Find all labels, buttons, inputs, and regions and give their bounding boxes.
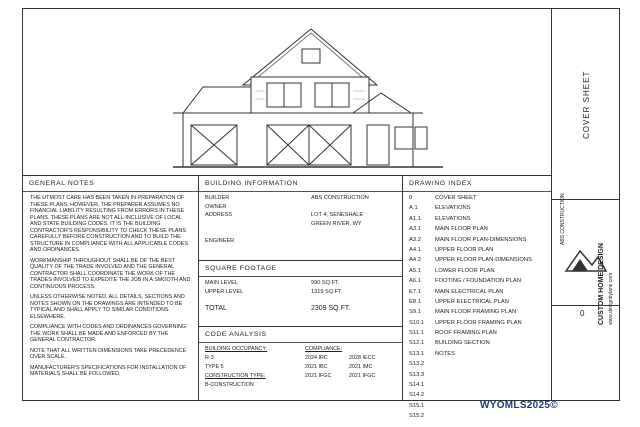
sheet-title: ELEVATIONS — [435, 205, 471, 212]
building-info-panel — [199, 175, 403, 400]
sheet-number: S14.1 — [409, 382, 425, 389]
sheet-number: A1.1 — [409, 215, 421, 222]
sheet-title: MAIN FLOOR PLAN — [435, 226, 488, 233]
cover-sheet-label-area — [552, 9, 620, 200]
sheet-number: S13.2 — [409, 361, 425, 368]
sheet-title: BUILDING SECTION — [435, 340, 490, 347]
sqft-row: UPPER LEVEL 1319 SQ.FT. — [205, 288, 343, 295]
index-row — [407, 361, 547, 371]
sheet-number: E8.1 — [409, 298, 421, 305]
sheet-number: 0 — [580, 309, 585, 318]
sheet-title: UPPER FLOOR FRAMING PLAN — [435, 319, 522, 326]
occupancy-label: BUILDING OCCUPANCY: — [205, 346, 268, 352]
info-row: ADDRESS LOT 4, SENESHALE — [205, 212, 364, 218]
sheet-number: A.1 — [409, 205, 418, 212]
note-paragraph: THE UTMOST CARE HAS BEEN TAKEN IN PREPARATION OF THESE PLANS, HOWEVER, THE PREPARER ASSUMES NO FINANCIAL LIABILITY RESULTING FROM ERRORS IN THESE PLANS. THESE PLANS ARE NOT ALL-INCLUSIVE OF LOCAL AND STATE BUILDING CODES. IT IS THE BUILDING CONTRACTOR'S RESPONSIBILITY TO CHECK THESE PLANS CAREFULLY BEFORE CONSTRUCTION AND TO BUILD THE STRUCTURE IN COMPLIANCE WITH ALL APPLICABLE CODES AND ORDINANCES. — [30, 195, 188, 253]
sqft-total-row: TOTAL 2309 SQ.FT. — [205, 305, 351, 312]
sheet-number: S9.1 — [409, 309, 421, 316]
info-row: ENGINEER — [205, 237, 235, 244]
sheet-title: MAIN FLOOR FRAMING PLAN — [435, 309, 517, 316]
sqft-row: MAIN LEVEL 990 SQ.FT. — [205, 280, 340, 286]
sheet-title: FOOTING / FOUNDATION PLAN — [435, 278, 521, 285]
front-elevation-drawing — [23, 9, 551, 175]
info-row: GREEN RIVER, WY — [311, 220, 362, 227]
index-row — [407, 278, 547, 288]
index-row — [407, 268, 547, 278]
note-paragraph: COMPLIANCE WITH CODES AND ORDINANCES GOVERNING THE WORK SHALL BE MADE AND ENFORCED BY THE GENERAL CONTRACTOR. — [30, 324, 187, 343]
info-row: OWNER — [205, 203, 227, 210]
title-block — [551, 9, 620, 400]
code-analysis-header: CODE ANALYSIS — [199, 327, 403, 343]
sheet-number: S13.3 — [409, 371, 425, 378]
code-row-left: B-CONSTRUCTION — [205, 382, 254, 388]
index-row — [407, 257, 547, 267]
note-paragraph: WORKMANSHIP THROUGHOUT SHALL BE OF THE BEST QUALITY OF THE TRADE INVOLVED AND THE GENERAL CONTRACTOR SHALL COORDINATE THE WORK OF THE TRADES INVOLVED TO EXPEDITE THE JOB IN A SMOOTH AND CONTINUOUS PROCESS. — [30, 257, 191, 290]
index-row — [407, 330, 547, 340]
sheet-title: ELEVATIONS — [435, 215, 471, 222]
code-analysis-section — [199, 326, 403, 407]
sheet-number: S10.1 — [409, 319, 425, 326]
code-row-mid: 2021 IFGC — [305, 373, 332, 379]
index-row — [407, 195, 547, 205]
info-row — [205, 229, 396, 238]
cover-sheet-title: COVER SHEET — [582, 70, 591, 139]
sheet-number: S14.2 — [409, 392, 425, 399]
code-row-left: CONSTRUCTION TYPE: — [205, 373, 266, 379]
code-row-mid: 2024 IRC — [305, 355, 328, 361]
sheet-number: E7.1 — [409, 288, 421, 295]
index-row — [407, 247, 547, 257]
code-row-right: 2021 IMC — [349, 364, 373, 370]
sheet-title: MAIN ELECTRICAL PLAN — [435, 288, 504, 295]
sheet-number: S11.1 — [409, 330, 424, 337]
sheet-title: ROOF FRAMING PLAN — [435, 330, 497, 337]
sheet-number: A3.1 — [409, 226, 421, 233]
company-name: CUSTOM HOME DESIGN — [598, 243, 605, 325]
sheet-title: UPPER ELECTRICAL PLAN — [435, 298, 509, 305]
sheet-title: MAIN FLOOR PLAN-DIMENSIONS — [435, 236, 527, 243]
index-row — [407, 309, 547, 319]
sheet-number: A6.1 — [409, 278, 421, 285]
code-row-left: TYPE 5 — [205, 364, 224, 370]
sheet-number: S15.1 — [409, 402, 425, 409]
sheet-title: LOWER FLOOR PLAN — [435, 267, 495, 274]
watermark: WYOMLS2025© — [480, 400, 558, 411]
company-website: www.designbylane.com — [608, 272, 614, 325]
code-row-left: R-3 — [205, 355, 214, 361]
general-notes-header: GENERAL NOTES — [23, 176, 198, 192]
sheet-number: S12.1 — [409, 340, 425, 347]
general-notes-panel — [23, 175, 199, 400]
index-row — [407, 351, 547, 361]
index-row — [407, 320, 547, 330]
index-row — [407, 382, 547, 392]
index-row — [407, 205, 547, 215]
sheet-number: A4.1 — [409, 246, 421, 253]
code-row-mid: 2021 IBC — [305, 364, 328, 370]
drawing-index-header: DRAWING INDEX — [403, 176, 551, 192]
sheet-number: A3.2 — [409, 236, 421, 243]
sheet-title: UPPER FLOOR PLAN — [435, 246, 494, 253]
building-info-rows — [199, 192, 402, 249]
drawing-index-list — [403, 192, 551, 427]
square-footage-section — [199, 260, 403, 318]
sheet-title: COVER SHEET — [435, 195, 477, 201]
sheet-number: S13.1 — [409, 350, 425, 357]
note-paragraph: UNLESS OTHERWISE NOTED, ALL DETAILS, SECTIONS AND NOTES SHOWN ON THE DRAWINGS ARE INTENDED TO BE TYPICAL AND SHALL APPLY TO SIMILAR CONDITIONS ELSEWHERE. — [30, 294, 185, 320]
index-row — [407, 413, 547, 423]
index-row — [407, 299, 547, 309]
client-name: ABS CONSTRUCTION — [560, 193, 566, 245]
sheet-number: A4.2 — [409, 257, 421, 264]
index-row — [407, 289, 547, 299]
general-notes-body — [23, 192, 198, 385]
sheet-number: S15.2 — [409, 413, 425, 420]
sheet-number: A5.1 — [409, 267, 421, 274]
index-row — [407, 372, 547, 382]
note-paragraph: NOTE THAT ALL WRITTEN DIMENSIONS TAKE PRECEDENCE OVER SCALE. — [30, 347, 187, 360]
info-row: BUILDER ABS CONSTRUCTION — [205, 195, 369, 201]
index-row — [407, 340, 547, 350]
index-row — [407, 216, 547, 226]
building-info-header: BUILDING INFORMATION — [199, 176, 402, 192]
sheet-title: UPPER FLOOR PLAN-DIMENSIONS — [435, 257, 532, 264]
square-footage-header: SQUARE FOOTAGE — [199, 261, 403, 277]
index-row — [407, 237, 547, 247]
code-row-right: 2021 IFGC — [349, 373, 376, 379]
sheet-title: NOTES — [435, 350, 455, 357]
sheet-number: 0 — [409, 195, 413, 201]
compliance-label: COMPLIANCE: — [305, 346, 343, 352]
code-row-right: 2028 IECC — [349, 355, 376, 361]
index-row — [407, 226, 547, 236]
note-paragraph: MANUFACTURER'S SPECIFICATIONS FOR INSTALLATION OF MATERIALS SHALL BE FOLLOWED. — [30, 364, 187, 377]
